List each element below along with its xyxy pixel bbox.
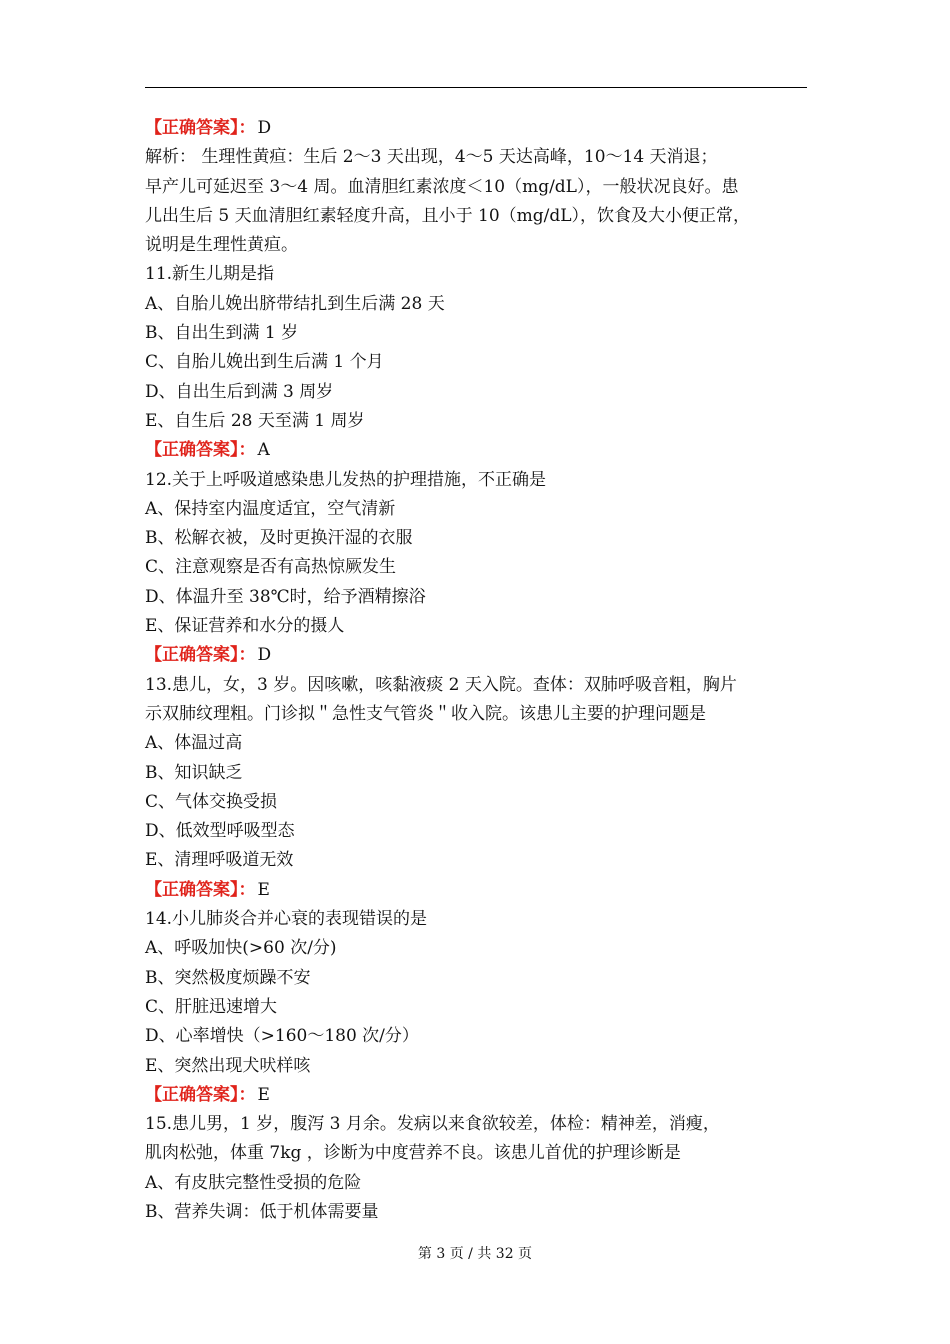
question-stem: 15.患儿男，1 岁，腹泻 3 月余。发病以来食欲较差，体检：精神差，消瘦， <box>145 1114 720 1135</box>
answer-label: 【正确答案】： <box>145 118 256 138</box>
answer-value: D <box>257 118 272 138</box>
option-a: A、保持室内温度适宜，空气清新 <box>145 498 396 519</box>
answer-value: E <box>257 879 270 900</box>
option-b: B、知识缺乏 <box>145 762 243 783</box>
option-c: C、气体交换受损 <box>145 791 278 812</box>
question-stem: 肌肉松弛，体重 7kg ，诊断为中度营养不良。该患儿首优的护理诊断是 <box>145 1143 681 1164</box>
option-c: C、肝脏迅速增大 <box>145 996 278 1017</box>
option-d: D、心率增快（>160～180 次/分） <box>145 1026 419 1047</box>
option-b: B、突然极度烦躁不安 <box>145 967 311 988</box>
option-e: E、清理呼吸道无效 <box>145 850 294 871</box>
answer-value: D <box>257 645 272 666</box>
option-b: B、营养失调：低于机体需要量 <box>145 1201 379 1222</box>
answer-line-q11 <box>145 436 825 465</box>
option-e: E、自生后 28 天至满 1 周岁 <box>145 410 365 431</box>
option-b: B、松解衣被，及时更换汗湿的衣服 <box>145 528 413 549</box>
explanation-line: 早产儿可延迟至 3～4 周。血清胆红素浓度＜10（mg/dL），一般状况良好。患 <box>145 176 739 197</box>
explanation-line: 说明是生理性黄疸。 <box>145 235 298 256</box>
option-a: A、自胎儿娩出脐带结扎到生后满 28 天 <box>145 293 445 314</box>
answer-line-q13 <box>145 876 825 905</box>
option-b: B、自出生到满 1 岁 <box>145 323 299 344</box>
answer-line-q10 <box>145 114 825 143</box>
answer-value: E <box>257 1084 270 1105</box>
page-footer: 第 3 页 / 共 32 页 <box>417 1246 533 1262</box>
option-a: A、有皮肤完整性受损的危险 <box>145 1172 362 1193</box>
option-e: E、突然出现犬吠样咳 <box>145 1055 311 1076</box>
answer-label: 【正确答案】： <box>145 1084 256 1105</box>
option-e: E、保证营养和水分的摄人 <box>145 616 345 637</box>
explanation-line: 解析： 生理性黄疸：生后 2～3 天出现，4～5 天达高峰，10～14 天消退； <box>145 147 718 168</box>
explanation-line: 儿出生后 5 天血清胆红素轻度升高，且小于 10（mg/dL），饮食及大小便正常， <box>145 205 751 226</box>
option-a: A、呼吸加快(>60 次/分) <box>145 938 337 959</box>
answer-value: A <box>257 440 270 461</box>
question-stem: 13.患儿，女，3 岁。因咳嗽，咳黏液痰 2 天入院。查体：双肺呼吸音粗，胸片 <box>145 674 737 695</box>
question-stem: 12.关于上呼吸道感染患儿发热的护理措施，不正确是 <box>145 469 547 490</box>
option-d: D、低效型呼吸型态 <box>145 821 295 842</box>
question-stem: 示双肺纹理粗。门诊拟＂急性支气管炎＂收入院。该患儿主要的护理问题是 <box>145 703 706 724</box>
header-rule <box>145 87 807 88</box>
option-c: C、注意观察是否有高热惊厥发生 <box>145 557 397 578</box>
page-content <box>145 114 825 1227</box>
answer-line-q12 <box>145 641 825 670</box>
option-a: A、体温过高 <box>145 733 243 754</box>
option-c: C、自胎儿娩出到生后满 1 个月 <box>145 352 384 373</box>
question-stem: 14.小儿肺炎合并心衰的表现错误的是 <box>145 909 428 930</box>
option-d: D、体温升至 38℃时，给予酒精擦浴 <box>145 586 426 607</box>
option-d: D、自出生后到满 3 周岁 <box>145 381 334 402</box>
answer-label: 【正确答案】： <box>145 879 256 900</box>
answer-label: 【正确答案】： <box>145 440 256 461</box>
question-stem: 11.新生儿期是指 <box>145 264 275 285</box>
answer-label: 【正确答案】： <box>145 645 256 666</box>
answer-line-q14 <box>145 1081 825 1110</box>
